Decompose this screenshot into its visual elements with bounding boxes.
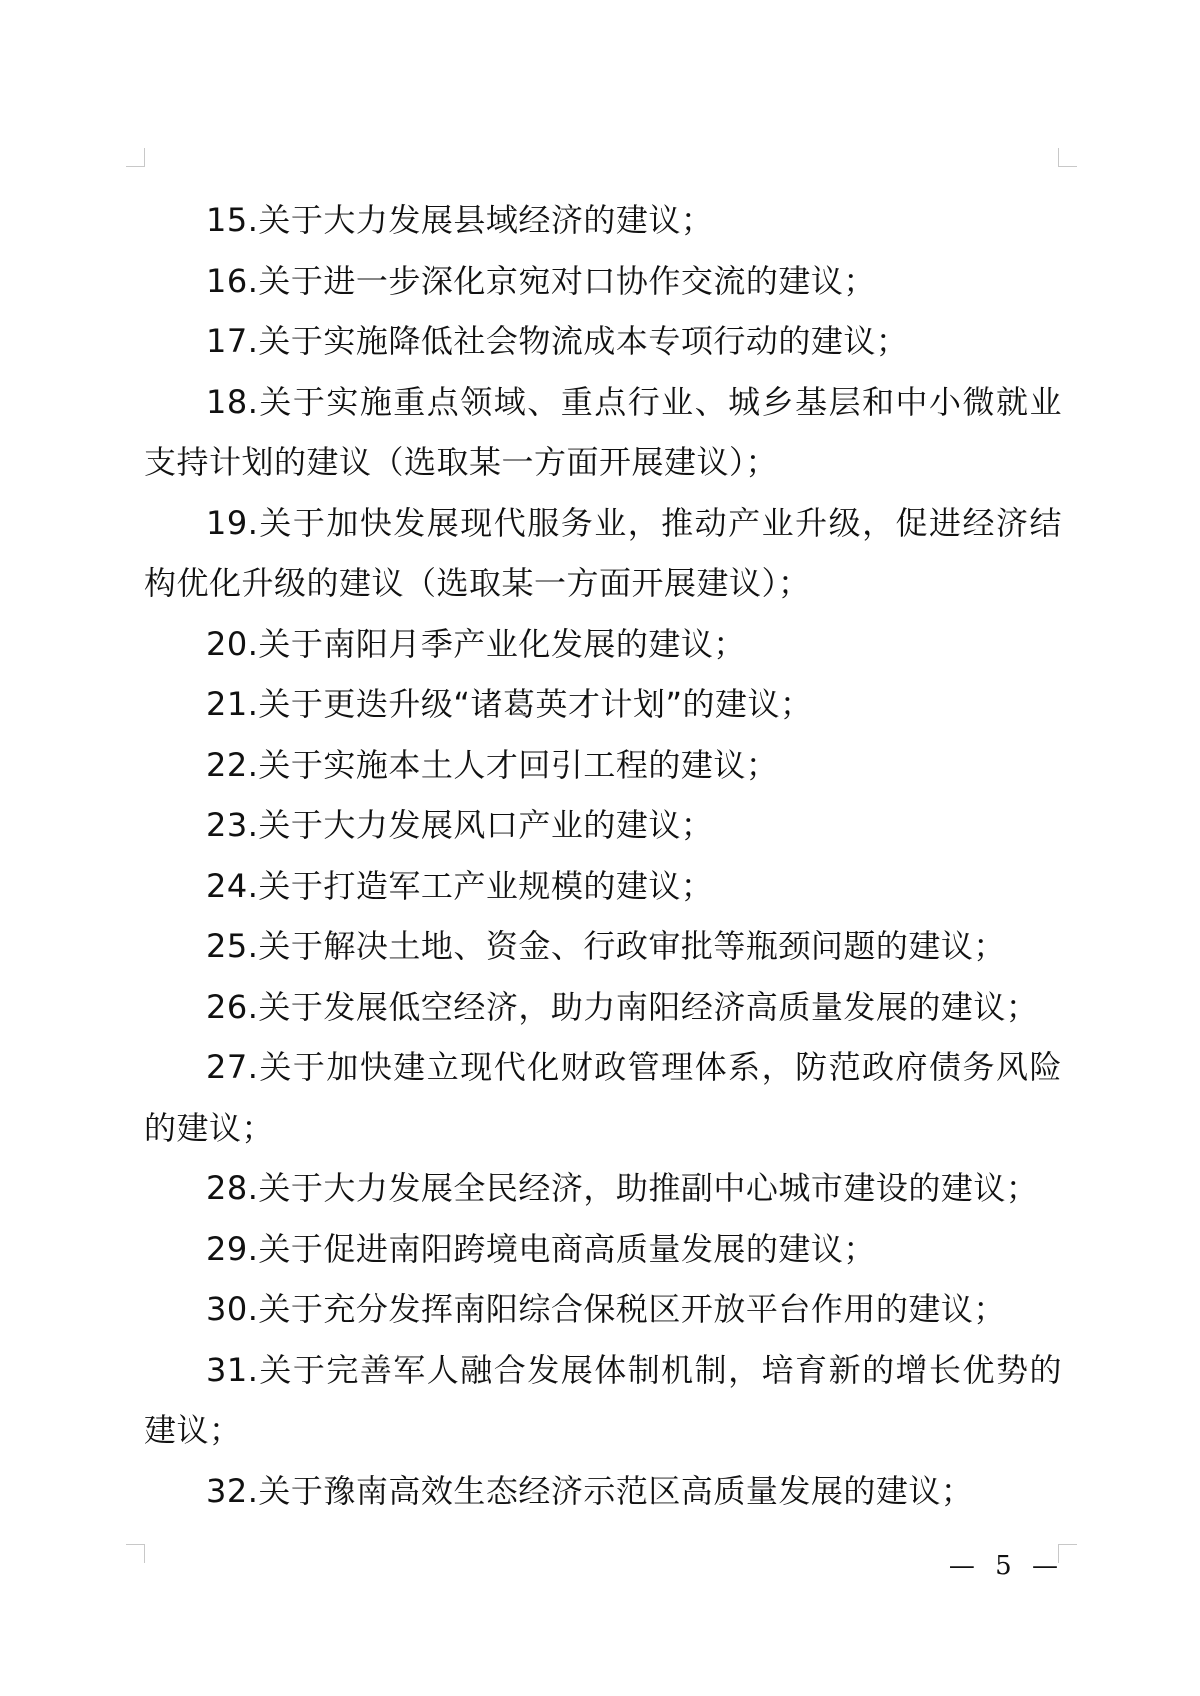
list-item-15: 15.关于大力发展县域经济的建议； xyxy=(206,201,714,239)
list-item-28: 28.关于大力发展全民经济，助推副中心城市建设的建议； xyxy=(206,1169,1039,1207)
list-item-31: 31.关于完善军人融合发展体制机制，培育新的增长优势的建议； xyxy=(144,1350,1062,1449)
crop-mark-bottom-left xyxy=(126,1544,145,1563)
page-number: — 5 — xyxy=(948,1551,1064,1581)
list-item-26: 26.关于发展低空经济，助力南阳经济高质量发展的建议； xyxy=(206,987,1039,1026)
list-item-18: 18.关于实施重点领域、重点行业、城乡基层和中小微就业支持计划的建议（选取某一方面开展建议）； xyxy=(144,382,1062,481)
crop-mark-top-right xyxy=(1058,148,1077,167)
list-item-22: 22.关于实施本土人才回引工程的建议； xyxy=(206,745,779,784)
list-item-17: 17.关于实施降低社会物流成本专项行动的建议； xyxy=(206,322,909,360)
list-item-27: 27.关于加快建立现代化财政管理体系，防范政府债务风险的建议； xyxy=(144,1048,1062,1147)
list-item-23: 23.关于大力发展风口产业的建议； xyxy=(206,806,714,844)
list-item-16: 16.关于进一步深化京宛对口协作交流的建议； xyxy=(206,261,876,300)
crop-mark-top-left xyxy=(126,148,145,167)
list-item-30: 30.关于充分发挥南阳综合保税区开放平台作用的建议； xyxy=(206,1290,1006,1328)
list-item-25: 25.关于解决土地、资金、行政审批等瓶颈问题的建议； xyxy=(206,927,1006,965)
list-item-20: 20.关于南阳月季产业化发展的建议； xyxy=(206,624,746,663)
list-item-21: 21.关于更迭升级“诸葛英才计划”的建议； xyxy=(206,685,813,723)
suggestion-list xyxy=(144,190,1062,1521)
list-item-24: 24.关于打造军工产业规模的建议； xyxy=(206,866,714,905)
list-item-19: 19.关于加快发展现代服务业，推动产业升级，促进经济结构优化升级的建议（选取某一方面开展建议）； xyxy=(144,503,1062,602)
list-item-29: 29.关于促进南阳跨境电商高质量发展的建议； xyxy=(206,1229,876,1268)
list-item-32: 32.关于豫南高效生态经济示范区高质量发展的建议； xyxy=(206,1471,974,1510)
